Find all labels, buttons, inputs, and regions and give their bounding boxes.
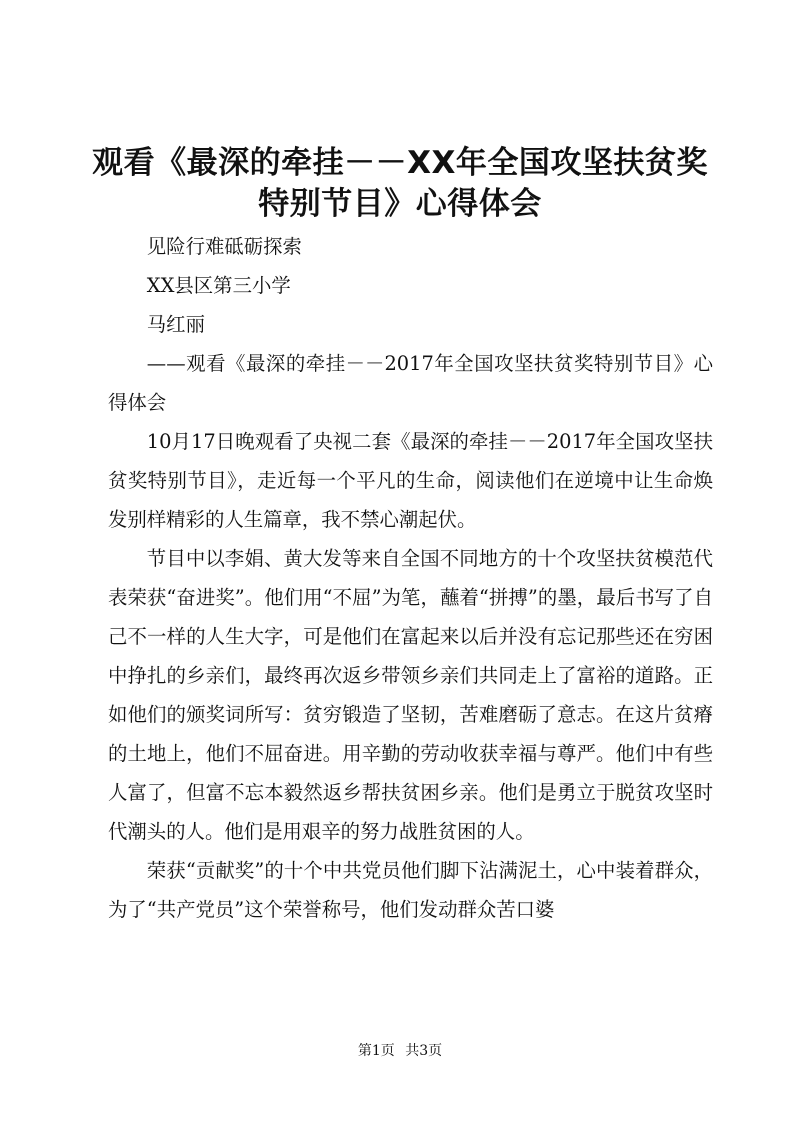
body-paragraph: 节目中以李娟、黄大发等来自全国不同地方的十个攻坚扶贫模范代表荣获“奋进奖”。他们用“不屈”为笔，蘸着“拼搏”的墨，最后书写了自己不一样的人生大字，可是他们在富起来以后并没有忘记那些还在穷困中挣扎的乡亲们，最终再次返乡带领乡亲们共同走上了富裕的道路。正如他们的颁奖词所写：贫穷锻造了坚韧，苦难磨砺了意志。在这片贫瘠的土地上，他们不屈奋进。用辛勤的劳动收获幸福与尊严。他们中有些人富了，但富不忘本毅然返乡帮扶贫困乡亲。他们是勇立于脱贫攻坚时代潮头的人。他们是用艰辛的努力战胜贫困的人。 [108, 547, 713, 843]
heading-paragraph: ——观看《最深的牵挂－－2017年全国攻坚扶贫奖特别节目》心得体会 [108, 352, 713, 414]
subtitle-paragraph: 见险行难砥砺探索 [146, 235, 302, 258]
page-number: 第1页 [357, 1043, 395, 1059]
body-paragraph: 荣获“贡献奖”的十个中共党员他们脚下沾满泥土，心中装着群众，为了“共产党员”这个荣誉称号，他们发动群众苦口婆 [108, 859, 713, 921]
author-paragraph: 马红丽 [146, 313, 205, 336]
page-footer [0, 1042, 800, 1060]
school-paragraph: XX县区第三小学 [146, 274, 291, 297]
document-title-line2: 特别节目》心得体会 [258, 186, 542, 222]
body-paragraph: 10月17日晚观看了央视二套《最深的牵挂－－2017年全国攻坚扶贫奖特别节目》，走近每一个平凡的生命，阅读他们在逆境中让生命焕发别样精彩的人生篇章，我不禁心潮起伏。 [108, 430, 713, 531]
page-total: 共3页 [405, 1043, 443, 1059]
document-body [108, 227, 713, 929]
document-title-line1: 观看《最深的牵挂－－XX年全国攻坚扶贫奖 [92, 145, 708, 181]
